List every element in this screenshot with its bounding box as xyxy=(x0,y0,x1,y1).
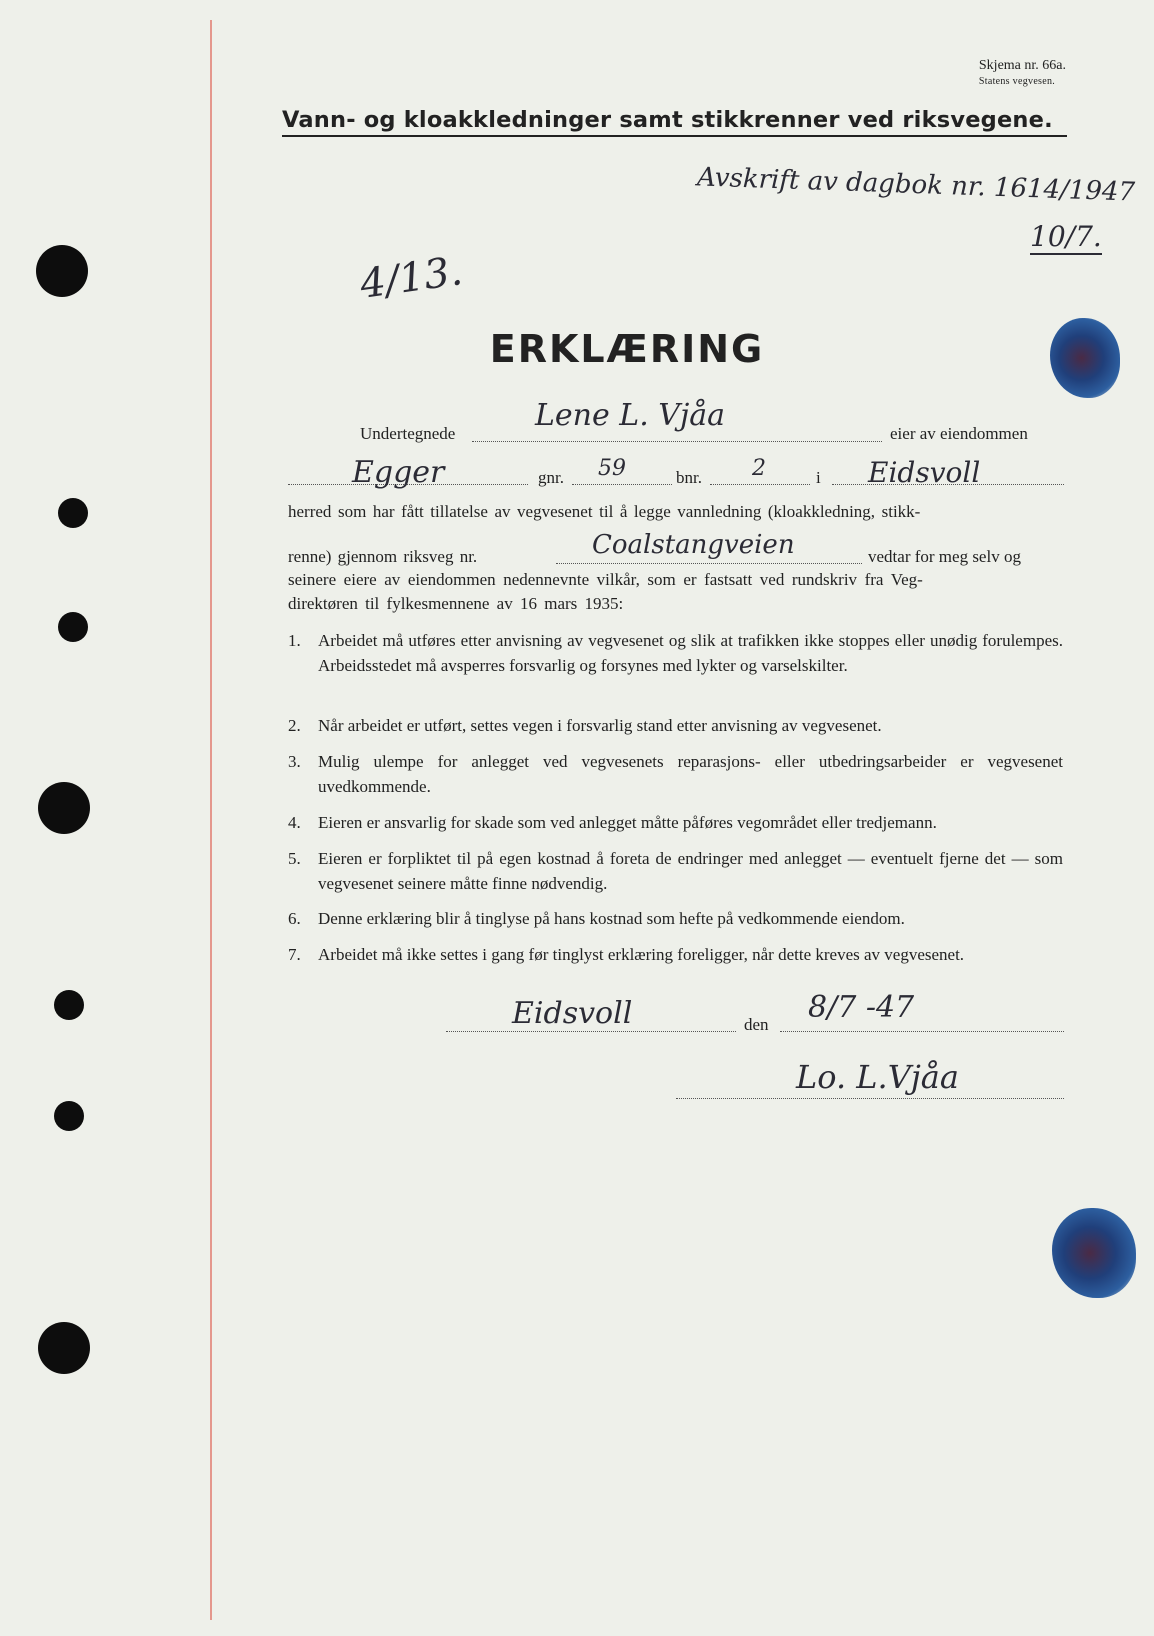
handwritten-signature: Lo. L.Vjåa xyxy=(796,1058,959,1096)
owner-label: eier av eiendommen xyxy=(890,424,1028,443)
paragraph-line-3: seinere eiere av eiendommen nedennevnte vilkår, som er fastsatt ved rundskriv fra Veg- xyxy=(288,570,923,589)
punch-hole xyxy=(38,1322,90,1374)
condition-number: 3. xyxy=(288,752,301,771)
condition-number: 4. xyxy=(288,813,301,832)
document-title: ERKLÆRING xyxy=(489,327,765,371)
date-field-line xyxy=(780,1031,1064,1032)
form-issuer: Statens vegvesen. xyxy=(978,76,1056,87)
condition-item xyxy=(288,628,1063,678)
handwritten-mark: 4/13. xyxy=(357,248,466,308)
paragraph-line-2-start: renne) gjennom riksveg nr. xyxy=(288,547,478,566)
undersigned-label: Undertegnede xyxy=(360,424,456,443)
handwritten-journal-note: Avskrift av dagbok nr. 1614/1947 xyxy=(696,162,1136,208)
punch-hole xyxy=(54,1101,84,1131)
signature-line xyxy=(676,1098,1064,1099)
punch-hole xyxy=(38,782,90,834)
punch-hole xyxy=(58,498,88,528)
condition-number: 1. xyxy=(288,631,301,650)
road-field-line xyxy=(556,563,862,564)
condition-text: Eieren er ansvarlig for skade som ved anlegget måtte påføres vegområdet eller tredjemann. xyxy=(318,813,937,832)
handwritten-gnr: 59 xyxy=(598,456,626,481)
form-number-text: Skjema nr. 66a. xyxy=(978,58,1066,73)
punch-hole xyxy=(58,612,88,642)
handwritten-date: 8/7 -47 xyxy=(808,990,915,1025)
handwritten-municipality: Eidsvoll xyxy=(868,456,981,489)
ink-stamp xyxy=(1052,1208,1136,1298)
undersigned-field-line xyxy=(472,441,882,442)
handwritten-journal-date: 10/7. xyxy=(1030,220,1102,253)
handwritten-undersigned-name: Lene L. Vjåa xyxy=(535,398,726,433)
condition-text: Mulig ulempe for anlegget ved vegvesenets reparasjons- eller utbedringsarbeider er vegvesenet uvedkommende. xyxy=(318,752,1063,796)
margin-line xyxy=(210,20,212,1620)
paragraph-line-2-end: vedtar for meg selv og xyxy=(868,547,1021,566)
handwritten-road: Coalstangveien xyxy=(592,530,795,560)
gnr-field-line xyxy=(572,484,672,485)
bnr-field-line xyxy=(710,484,810,485)
condition-item xyxy=(288,906,1063,931)
condition-item xyxy=(288,810,1063,835)
condition-number: 5. xyxy=(288,849,301,868)
condition-number: 7. xyxy=(288,945,301,964)
condition-text: Arbeidet må utføres etter anvisning av vegvesenet og slik at trafikken ikke stoppes eller unødig forulempes. Arbeidsstedet må avsperres forsvarlig og forsynes med lykter og varselskilter. xyxy=(318,631,1063,675)
punch-hole xyxy=(54,990,84,1020)
paragraph-line-4: direktøren til fylkesmennene av 16 mars 1935: xyxy=(288,594,624,613)
bnr-label: bnr. xyxy=(676,468,702,487)
document-heading: Vann- og kloakkledninger samt stikkrenner ved riksvegene. xyxy=(282,107,1067,137)
condition-text: Når arbeidet er utført, settes vegen i forsvarlig stand etter anvisning av vegvesenet. xyxy=(318,716,882,735)
place-field-line xyxy=(446,1031,736,1032)
condition-number: 2. xyxy=(288,716,301,735)
paragraph-line-1: herred som har fått tillatelse av vegvesenet til å legge vannledning (kloakkledning, stikk- xyxy=(288,502,921,521)
den-label: den xyxy=(744,1015,769,1034)
condition-item xyxy=(288,713,1063,738)
handwritten-bnr: 2 xyxy=(752,456,766,481)
condition-text: Denne erklæring blir å tinglyse på hans kostnad som hefte på vedkommende eiendom. xyxy=(318,909,905,928)
condition-item xyxy=(288,846,1063,896)
condition-text: Arbeidet må ikke settes i gang før tinglyst erklæring foreligger, når dette kreves av vegvesenet. xyxy=(318,945,965,964)
condition-number: 6. xyxy=(288,909,301,928)
handwritten-place: Eidsvoll xyxy=(512,996,633,1031)
condition-text: Eieren er forpliktet til på egen kostnad å foreta de endringer med anlegget — eventuelt fjerne det — som vegvesenet seinere måtte finne nødvendig. xyxy=(318,849,1063,893)
punch-hole xyxy=(36,245,88,297)
i-label: i xyxy=(816,468,821,487)
condition-item xyxy=(288,942,1063,967)
condition-item xyxy=(288,749,1063,799)
handwritten-property: Egger xyxy=(352,455,445,490)
form-number xyxy=(979,58,1066,90)
gnr-label: gnr. xyxy=(538,468,564,487)
